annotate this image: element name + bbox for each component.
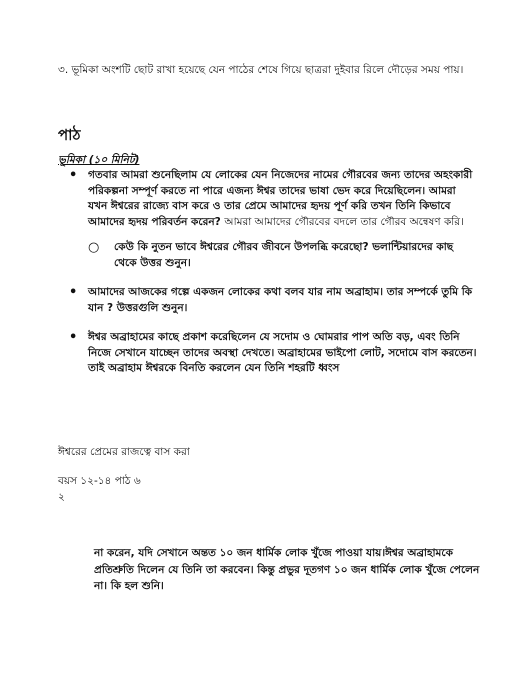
- bullet-text-plain: আমরা আমাদের গৌরবের বদলে তার গৌরব অন্বেষণ করি।: [224, 215, 464, 228]
- sub-title: ভূমিকা (১০ মিনিট): [58, 154, 140, 166]
- sub-bullet-list: [88, 240, 478, 271]
- intro-note: ৩. ভূমিকা অংশটি ছোট রাখা হয়েছে যেন পাঠের শেষে গিয়ে ছাত্ররা দুইবার রিলে দৌড়ের সময় পায়।: [58, 64, 464, 76]
- list-item: [58, 285, 478, 316]
- page-number: ২: [58, 491, 65, 503]
- footer-meta: বয়স ১২-১৪ পাঠ ৬: [58, 475, 141, 487]
- sub-bullet-text: কেউ কি নুতন ভাবে ঈশ্বরের গৌরব জীবনে উপলব্ধি করেছো? ভলান্টিয়ারদের কাছ থেকে উত্তর শুনুন।: [114, 241, 454, 269]
- list-item: [58, 330, 478, 377]
- lesson-bullet-list: [58, 168, 478, 391]
- bullet-text: আমাদের আজকের গল্পে একজন লোকের কথা বলব যার নাম অব্রাহাম। তার সম্পর্কে তুমি কি যান ? উত্তরগুলি শুনুন।: [88, 286, 473, 314]
- footer-title: ঈশ্বরের প্রেমের রাজত্বে বাস করা: [58, 446, 190, 458]
- bullet-dot-icon: •: [69, 330, 78, 345]
- circle-bullet-icon: ○: [88, 240, 100, 255]
- list-item: [58, 168, 478, 271]
- bullet-text: গতবার আমরা শুনেছিলাম যে লোকের যেন নিজেদের নামের গৌরবের জন্য তাদের অহংকারী পরিকল্পনা সম্পূর্ণ করতে না পারে এজন্য ঈশ্বর তাদের ভাষা ভেদ করে দিয়েছিলেন। আমরা যখন ঈশ্বরের রাজ্যে বাস করে ও তার প্রেমে আমাদের হৃদয় পূর্ণ করি তখন তিনি কিভাবে আমাদের হৃদয় পরিবর্তন করেন?: [88, 169, 473, 228]
- section-title: পাঠ: [58, 126, 81, 144]
- bullet-dot-icon: •: [69, 168, 78, 183]
- sub-list-item: [88, 240, 478, 271]
- continued-text: না করেন, যদি সেখানে অন্তত ১০ জন ধার্মিক লোক খুঁজে পাওয়া যায়।ঈশ্বর অব্রাহামকে প্রতিশ্রুতি দিলেন যে তিনি তা করবেন। কিন্তু প্রভুর দূতগণ ১০ জন ধার্মিক লোক খুঁজে পেলেন না। কি হল শুনি।: [94, 547, 480, 592]
- bullet-dot-icon: •: [69, 285, 78, 300]
- bullet-text: ঈশ্বর অব্রাহামের কাছে প্রকাশ করেছিলেন যে সদোম ও ঘোমরার পাপ অতি বড়, এবং তিনি নিজে সেখানে যাচ্ছেন তাদের অবস্থা দেখতে। অব্রাহামের ভাইপো লোট, সদোমে বাস করতেন।তাই অব্রাহাম ঈশ্বরকে বিনতি করলেন যেন তিনি শহরটি ধ্বংস: [88, 331, 477, 374]
